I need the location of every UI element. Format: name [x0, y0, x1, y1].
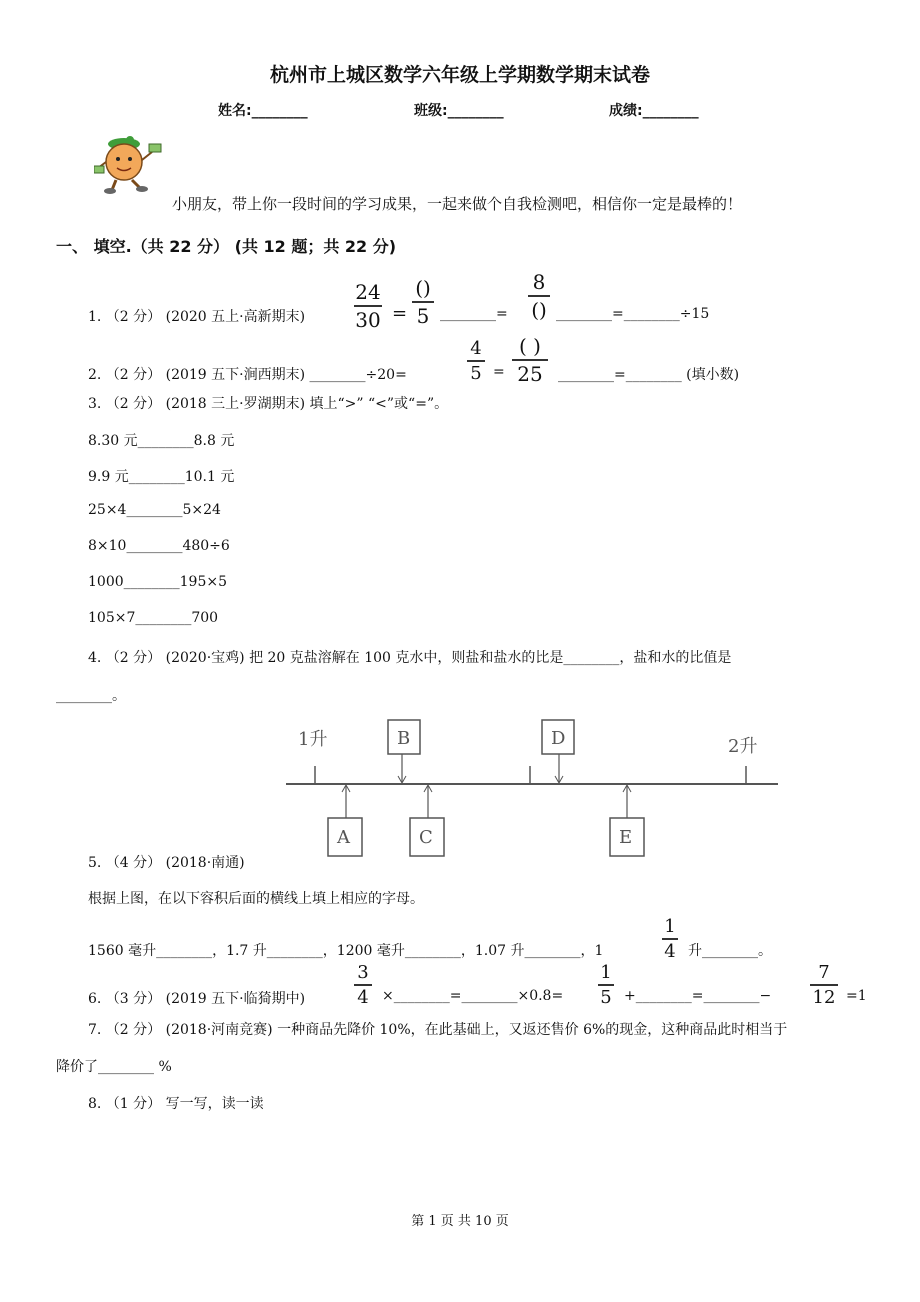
numerator: 1	[664, 916, 676, 937]
section-heading: 一、 填空.（共 22 分） (共 12 题；共 22 分)	[56, 237, 397, 256]
box-label-a: A	[337, 827, 350, 848]
q7-line-1: 7. （2 分） (2018·河南竞赛) 一种商品先降价 10%，在此基础上，又返还售价 6%的现金，这种商品此时相当于	[88, 1022, 788, 1038]
equals: =	[392, 303, 408, 324]
q5-instruction: 根据上图，在以下容积后面的横线上填上相应的字母。	[88, 891, 424, 907]
q1-blank-1[interactable]: ________=	[440, 306, 508, 322]
q3-prefix: 3. （2 分） (2018 三上·罗湖期末) 填上“>” “<”或“=”。	[88, 396, 449, 412]
q1-fraction-3	[528, 270, 550, 322]
score-field: 成绩:________	[609, 103, 699, 119]
denominator: 30	[355, 308, 381, 332]
q3-item[interactable]: 25×4________5×24	[88, 502, 221, 518]
q3-item[interactable]: 8.30 元________8.8 元	[88, 433, 235, 449]
q6-blanks-1[interactable]: ×________=________×0.8=	[382, 988, 564, 1004]
numerator: 3	[357, 962, 369, 983]
denominator: 5	[470, 363, 482, 384]
q5-prefix: 5. （4 分） (2018·南通)	[88, 855, 245, 871]
numerator: 24	[355, 280, 381, 304]
page-title: 杭州市上城区数学六年级上学期数学期末试卷	[269, 64, 650, 86]
q3-item[interactable]: 9.9 元________10.1 元	[88, 469, 235, 485]
denominator: 5	[416, 304, 430, 328]
box-label-e: E	[619, 827, 633, 848]
denominator: 12	[812, 987, 836, 1008]
denominator: 4	[357, 987, 369, 1008]
q6-prefix: 6. （3 分） (2019 五下·临猗期中)	[88, 991, 306, 1007]
q4-line-2[interactable]: ________。	[56, 688, 126, 704]
q1-prefix: 1. （2 分） (2020 五上·高新期末)	[88, 309, 306, 325]
box-label-c: C	[419, 827, 433, 848]
numerator: 8	[532, 270, 546, 294]
denominator: 4	[664, 941, 676, 962]
page-footer: 第 1 页 共 10 页	[411, 1214, 509, 1229]
q1-blank-2[interactable]: ________=________÷15	[556, 306, 710, 322]
q6-fraction-3	[810, 962, 838, 1008]
equals: =	[493, 364, 505, 380]
q6-tail: =1	[846, 988, 867, 1004]
q6-fraction-1	[354, 962, 372, 1008]
box-label-b: B	[397, 728, 411, 749]
numerator: 7	[818, 962, 830, 983]
mascot-illustration	[94, 132, 168, 194]
q3-item[interactable]: 8×10________480÷6	[88, 538, 230, 554]
q3-item[interactable]: 105×7________700	[88, 610, 219, 626]
q7-line-2[interactable]: 降价了________ %	[56, 1059, 172, 1075]
q1-fraction-2	[412, 276, 434, 328]
q2-fraction-1	[467, 338, 485, 384]
label-2-liter: 2升	[728, 736, 758, 757]
numerator: 4	[470, 338, 482, 359]
volume-number-line-diagram	[280, 712, 790, 864]
q2-blank[interactable]: ________=________ (填小数)	[558, 367, 740, 383]
q4-line-1[interactable]: 4. （2 分） (2020·宝鸡) 把 20 克盐溶解在 100 克水中，则盐和盐水的比是________，盐和水的比值是	[88, 650, 732, 666]
q1-fraction-1	[354, 280, 382, 332]
q2-prefix[interactable]: 2. （2 分） (2019 五下·涧西期末) ________÷20=	[88, 367, 407, 383]
name-field: 姓名:________	[218, 103, 308, 119]
greeting-text: 小朋友，带上你一段时间的学习成果，一起来做个自我检测吧，相信你一定是最棒的！	[172, 195, 743, 213]
q5-tail[interactable]: 升________。	[688, 943, 772, 959]
q5-fraction	[662, 916, 678, 962]
box-label-d: D	[551, 728, 566, 749]
q5-answers[interactable]: 1560 毫升________，1.7 升________，1200 毫升________，1.07 升________，1	[88, 943, 604, 959]
q6-blanks-2[interactable]: +________=________−	[624, 988, 772, 1004]
label-1-liter: 1升	[298, 729, 328, 750]
q8-prompt: 8. （1 分） 写一写，读一读	[88, 1096, 264, 1112]
q6-fraction-2	[598, 962, 614, 1008]
numerator: ( )	[519, 334, 541, 358]
class-field: 班级:________	[414, 103, 504, 119]
numerator: 1	[600, 962, 612, 983]
q2-fraction-2	[512, 334, 548, 386]
denominator: 25	[517, 362, 543, 386]
numerator: ()	[415, 276, 431, 300]
denominator: 5	[600, 987, 612, 1008]
q3-item[interactable]: 1000________195×5	[88, 574, 227, 590]
denominator: ()	[531, 298, 547, 322]
